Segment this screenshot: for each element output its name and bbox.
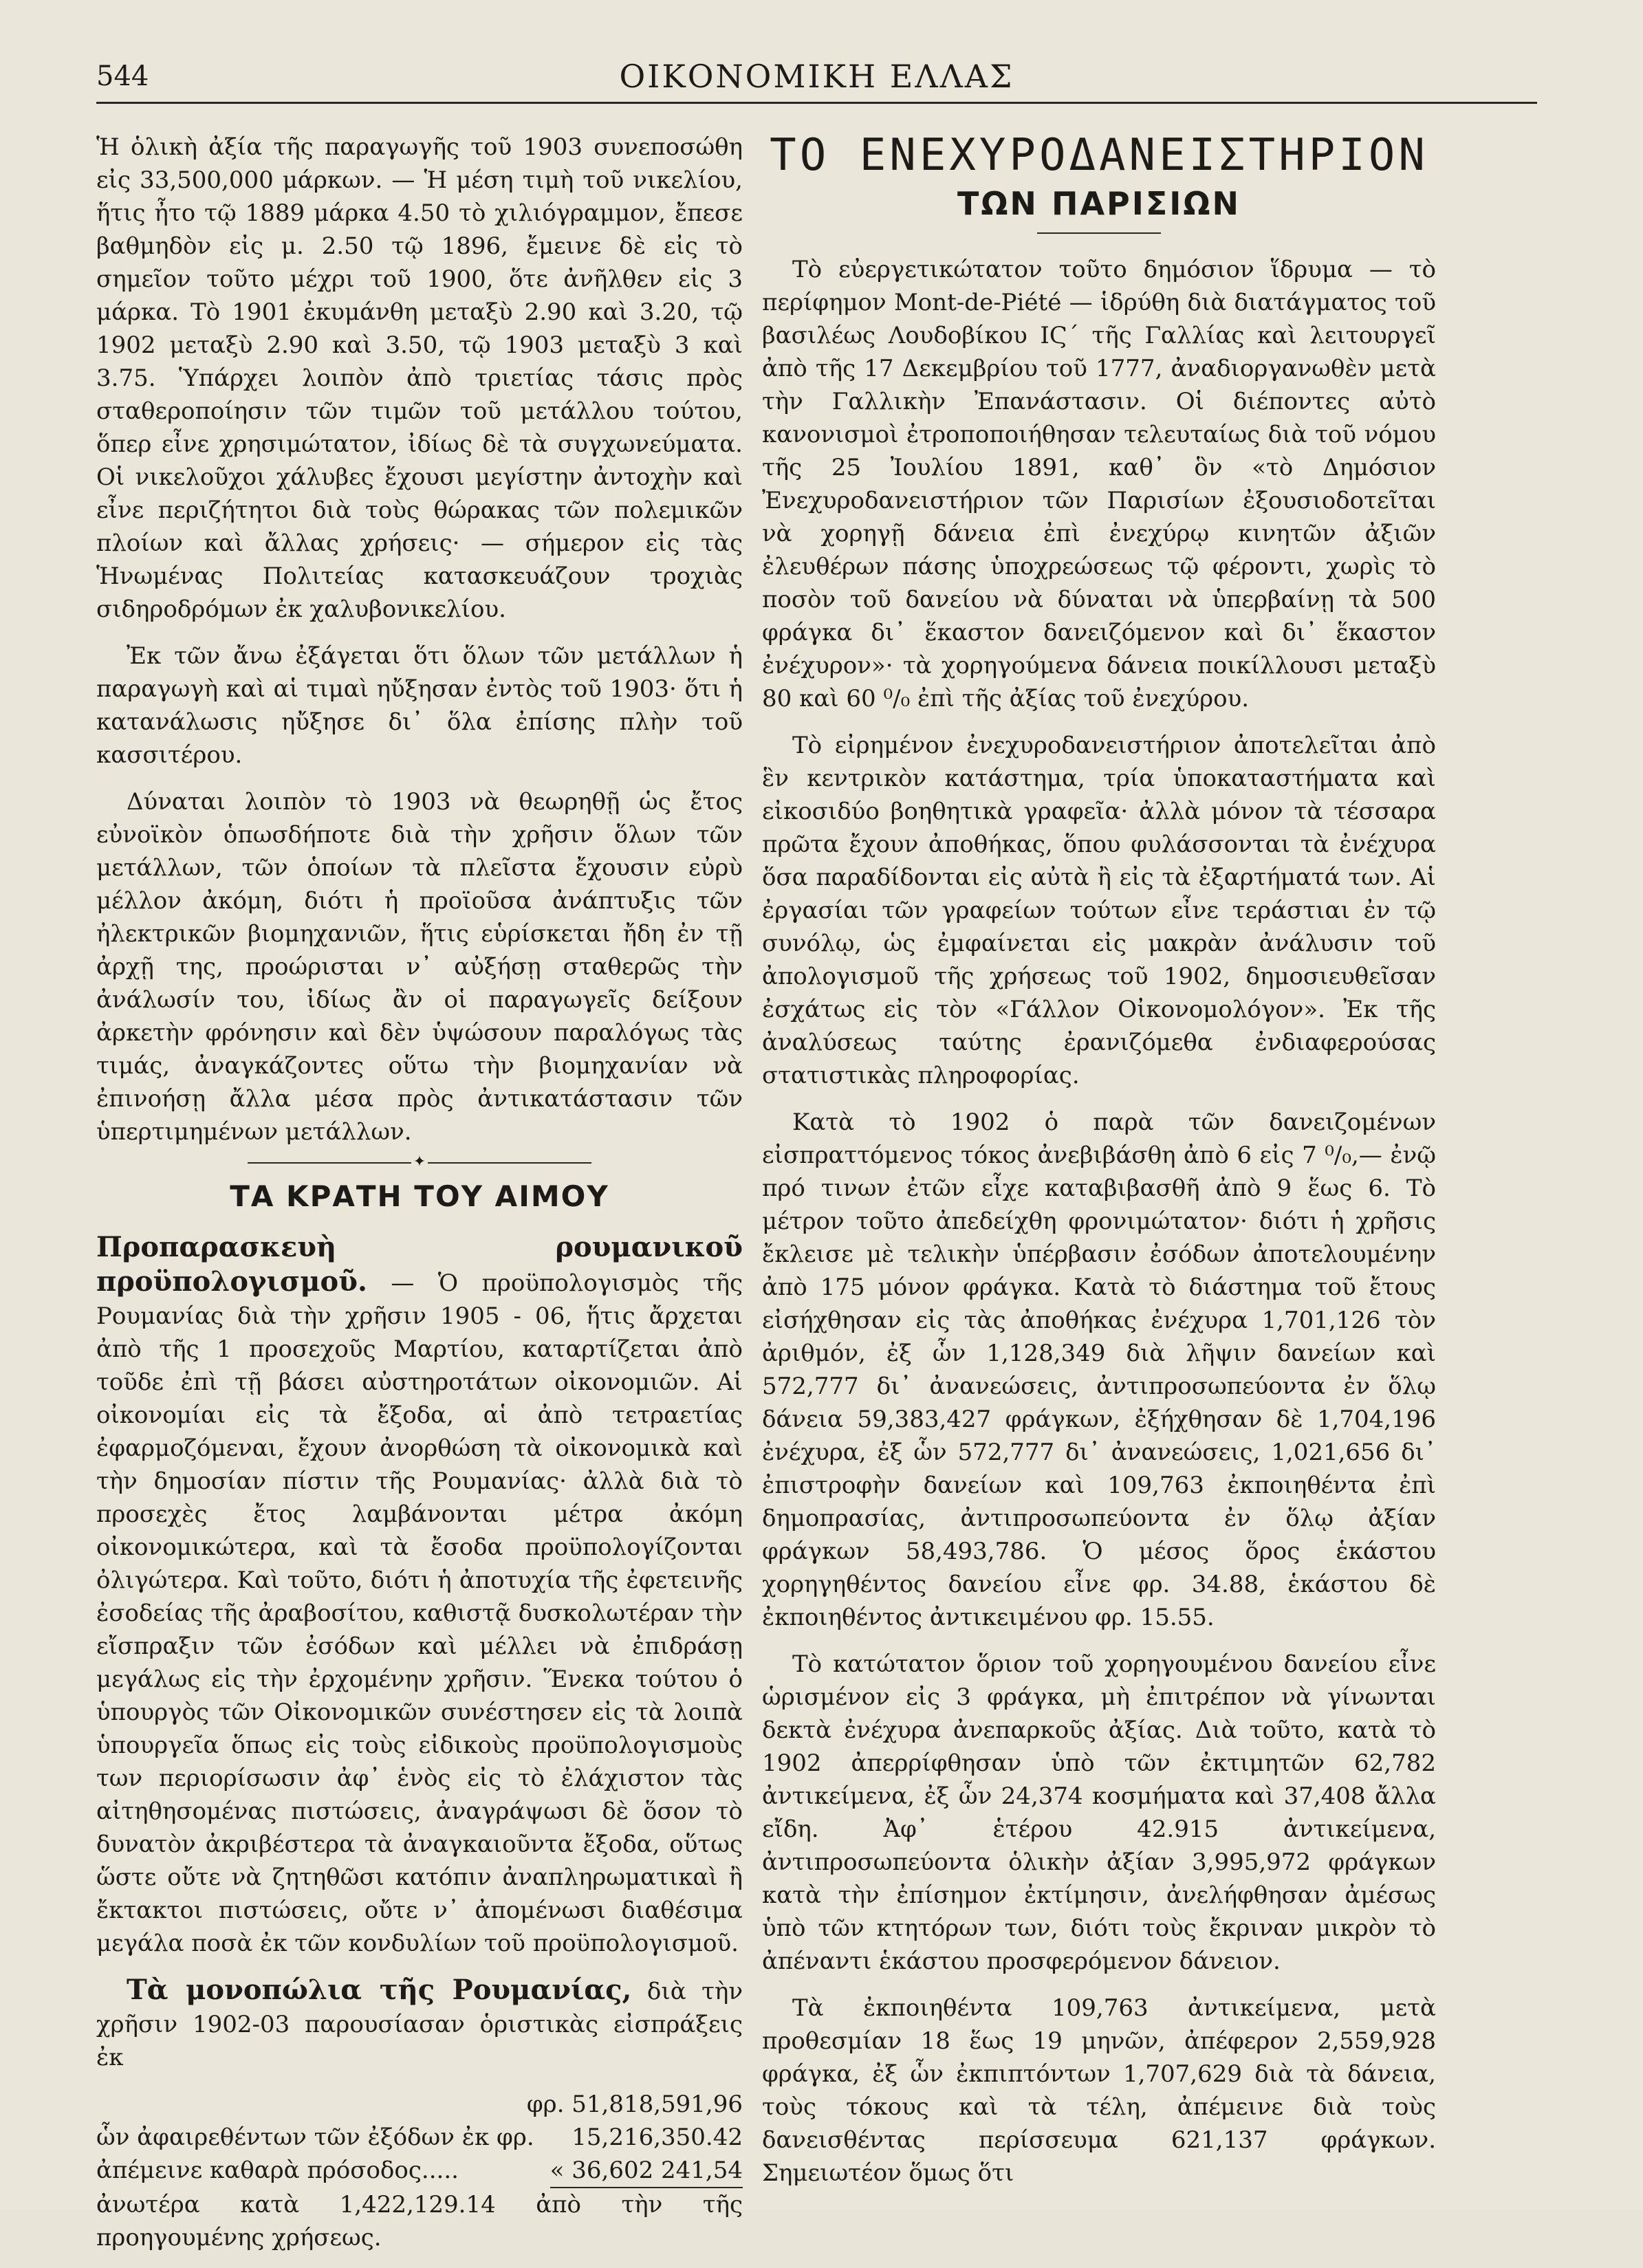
monopolies-net-line	[96, 2154, 743, 2188]
runin-romanian-budget: Προπαρασκευὴ ρουμανικοῦ προϋπολογισμοῦ.	[96, 1231, 743, 1298]
page-number: 544	[96, 61, 149, 92]
paragraph-interest-1902: Κατὰ τὸ 1902 ὁ παρὰ τῶν δανειζομένων εἰσπραττόμενος τόκος ἀνεβιβάσθη ἀπὸ 6 εἰς 7 ⁰/₀,— ἐνῷ πρό τινων ἐτῶν εἶχε καταβιβασθῆ ἀπὸ 9 ἕως 6. Τὸ μέτρον τοῦτο ἀπεδείχθη φρονιμώτατον· διότι ἡ χρῆσις ἔκλεισε μὲ τελικὴν ὑπέρβασιν ἐσόδων ἀποτελουμένην ἀπὸ 175 μόνον φράγκα. Κατὰ τὸ διάστημα τοῦ ἔτους εἰσήχθησαν εἰς τὰς ἀποθήκας ἐνέχυρα 1,701,126 τὸν ἀριθμόν, ἐξ ὧν 1,128,349 διὰ λῆψιν δανείων καὶ 572,777 δι᾽ ἀνανεώσεις, ἀντιπροσωπεύοντα ἐν ὅλῳ δάνεια 59,383,427 φράγκων, ἐξήχθησαν δὲ 1,704,196 ἐνέχυρα, ἐξ ὧν 572,777 δι᾽ ἀνανεώσεις, 1,021,656 δι᾽ ἐπιστροφὴν δανείων καὶ 109,763 ἐκποιηθέντα ἐπὶ δημοπρασίας, ἀντιπροσωπεύοντα ἐν ὅλῳ ἀξίαν φράγκων 58,493,786. Ὁ μέσος ὅρος ἑκάστου χορηγηθέντος δανείου εἶνε φρ. 34.88, ἑκάστου δὲ ἐκποιηθέντος ἀντικειμένου φρ. 15.55.	[762, 1109, 1436, 1631]
monopolies-expenses-amount: 15,216,350.42	[572, 2124, 743, 2151]
paragraph-romanian-monopolies	[96, 1974, 743, 2074]
paragraph-branches: Τὸ εἰρημένον ἐνεχυροδανειστήριον ἀποτελεῖται ἀπὸ ἓν κεντρικὸν κατάστημα, τρία ὑποκαταστήματα καὶ εἰκοσιδύο βοηθητικὰ γραφεῖα· ἀλλὰ μόνον τὰ τέσσαρα πρῶτα ἔχουν ἀποθήκας, ὅπου φυλάσσονται τὰ ἐνέχυρα ὅσα παραδίδονται εἰς αὐτὰ ἢ εἰς τὰ ἐξαρτήματά των. Αἱ ἐργασίαι τῶν γραφείων τούτων εἶνε τεράστιαι ἐν τῷ συνόλῳ, ὡς ἐμφαίνεται εἰς μακρὰν ἀνάλυσιν τοῦ ἀπολογισμοῦ τῆς χρήσεως τοῦ 1902, δημοσιευθεῖσαν ἐσχάτως εἰς τὸν «Γάλλον Οἰκονομολόγον». Ἐκ τῆς ἀναλύσεως ταύτης ἐρανιζόμεθα ἐνδιαφερούσας στατιστικὰς πληροφορίας.	[762, 732, 1436, 1089]
title-rule	[1037, 232, 1161, 234]
running-head	[96, 54, 1537, 104]
monopolies-net-amount: « 36,602 241,54	[550, 2154, 743, 2188]
article-title: ΤΟ ΕΝΕΧΥΡΟΔΑΝΕΙΣΤΗΡΙΟΝ	[770, 130, 1428, 181]
article-subtitle: ΤΩΝ ΠΑΡΙΣΙΩΝ	[957, 185, 1241, 222]
left-column	[96, 131, 743, 2268]
monopolies-expenses-label: ὧν ἀφαιρεθέντων τῶν ἐξόδων ἐκ φρ.	[96, 2124, 534, 2151]
right-column	[762, 131, 1436, 2203]
section-title-balkan-states: ΤΑ ΚΡΑΤΗ ΤΟΥ ΑΙΜΟΥ	[230, 1179, 609, 1213]
budget-text: — Ὁ προϋπολογισμὸς τῆς Ρουμανίας διὰ τὴν χρῆσιν 1905 - 06, ἥτις ἄρχεται ἀπὸ τῆς 1 προσεχοῦς Μαρτίου, καταρτίζεται ἀπὸ τοῦδε ἐπὶ τῇ βάσει αὐστηροτάτων οἰκονομιῶν. Αἱ οἰκονομίαι εἰς τὰ ἔξοδα, αἱ ἀπὸ τετραετίας ἐφαρμοζόμεναι, ἔχουν ἀνορθώση τὰ οἰκονομικὰ καὶ τὴν δημοσίαν πίστιν τῆς Ρουμανίας· ἀλλὰ διὰ τὸ προσεχὲς ἔτος λαμβάνονται μέτρα ἀκόμη οἰκονομικώτερα, καὶ τὰ ἔσοδα προϋπολογίζονται ὀλιγώτερα. Καὶ τοῦτο, διότι ἡ ἀποτυχία τῆς ἐφετεινῆς ἐσοδείας τῆς ἀραβοσίτου, καθιστᾷ δυσκολωτέραν τὴν εἴσπραξιν τῶν ἐσόδων καὶ μέλλει νὰ ἐπιδράσῃ μεγάλως εἰς τὴν ἐρχομένην χρῆσιν. Ἕνεκα τούτου ὁ ὑπουργὸς τῶν Οἰκονομικῶν συνέστησεν εἰς τὰ λοιπὰ ὑπουργεῖα ὅπως εἰς τοὺς εἰδικοὺς προϋπολογισμοὺς των περιορίσωσιν ἀφ᾽ ἑνὸς εἰς τὸ ἐλάχιστον τὰς αἰτηθησομένας πιστώσεις, ἀναγράψωσι δὲ ὅσον τὸ δυνατὸν ἀκριβέστερα τὰ ἀναγκαιοῦντα ἔξοδα, οὕτως ὥστε οὔτε νὰ ζητηθῶσι κατόπιν ἀναπληρωματικαὶ ἢ ἔκτακτοι πιστώσεις, οὔτε ν᾽ ἀπομένωσι διαθέσιμα μεγάλα ποσὰ ἐκ τῶν κονδυλίων τοῦ προϋπολογισμοῦ.	[96, 1269, 743, 1957]
section-divider	[248, 1153, 591, 1170]
monopolies-revenue-amount: φρ. 51,818,591,96	[526, 2091, 743, 2118]
journal-title: ΟΙΚΟΝΟΜΙΚΗ ΕΛΛΑΣ	[619, 58, 1014, 95]
paragraph-romanian-budget	[96, 1231, 743, 1960]
paragraph-mont-de-piete: Τὸ εὐεργετικώτατον τοῦτο δημόσιον ἵδρυμα — τὸ περίφημον Mont-de-Piété — ἱδρύθη διὰ διατάγματος τοῦ βασιλέως Λουδοβίκου ΙϚ΄ τῆς Γαλλίας καὶ λειτουργεῖ ἀπὸ τῆς 17 Δεκεμβρίου τοῦ 1777, ἀναδιοργανωθὲν μετὰ τὴν Γαλλικὴν Ἐπανάστασιν. Οἱ διέποντες αὐτὸ κανονισμοὶ ἐτροποποιήθησαν τελευταίως διὰ τοῦ νόμου τῆς 25 Ἰουλίου 1891, καθ᾽ ὃν «τὸ Δημόσιον Ἐνεχυροδανειστήριον τῶν Παρισίων ἐξουσιοδοτεῖται νὰ χορηγῇ δάνεια ἐπὶ ἐνεχύρῳ κινητῶν ἀξιῶν ἐλευθέρων πάσης ὑποχρεώσεως τῷ φέροντι, χωρὶς τὸ ποσὸν τοῦ δανείου νὰ δύναται νὰ ὑπερβαίνῃ τὰ 500 φράγκα δι᾽ ἕκαστον δανειζόμενον καὶ δι᾽ ἕκαστον ἐνέχυρον»· τὰ χορηγούμενα δάνεια ποικίλλουσι μεταξὺ 80 καὶ 60 ⁰/₀ ἐπὶ τῆς ἀξίας τοῦ ἐνεχύρου.	[762, 256, 1436, 712]
monopolies-net-label: ἀπέμεινε καθαρὰ πρόσοδος.....	[96, 2157, 459, 2184]
paragraph-1903-outlook: Δύναται λοιπὸν τὸ 1903 νὰ θεωρηθῇ ὡς ἔτος εὐνοϊκὸν ὁπωσδήποτε διὰ τὴν χρῆσιν ὅλων τῶν μετάλλων, τῶν ὁποίων τὰ πλεῖστα ἔχουσιν εὐρὺ μέλλον ἀκόμη, διότι ἡ προϊοῦσα ἀνάπτυξις τῶν ἠλεκτρικῶν βιομηχανιῶν, ἥτις εὑρίσκεται ἤδη ἐν τῇ ἀρχῇ της, προώρισται ν᾽ αὐξήσῃ σταθερῶς τὴν ἀνάλωσίν του, ἰδίως ἂν οἱ παραγωγεῖς δείξουν ἀρκετὴν φρόνησιν καὶ δὲν ὑψώσουν παραλόγως τὰς τιμάς, ἀναγκάζοντες οὕτω τὴν βιομηχανίαν νὰ ἐπινοήσῃ ἄλλα μέσα πρὸς ἀντικατάστασιν τῶν ὑπερτιμημένων μετάλλων.	[96, 788, 743, 1146]
divider-ornament: ✦	[411, 1153, 428, 1172]
monopolies-intro: διὰ τὴν χρῆσιν 1902-03 παρουσίασαν ὁριστικὰς εἰσπράξεις ἐκ	[96, 1978, 743, 2071]
paragraph-minimum-loan: Τὸ κατώτατον ὅριον τοῦ χορηγουμένου δανείου εἶνε ὡρισμένον εἰς 3 φράγκα, μὴ ἐπιτρέπον νὰ γίνωνται δεκτὰ ἐνέχυρα ἀνεπαρκοῦς ἀξίας. Διὰ τοῦτο, κατὰ τὸ 1902 ἀπερρίφθησαν ὑπὸ τῶν ἐκτιμητῶν 62,782 ἀντικείμενα, ἐξ ὧν 24,374 κοσμήματα καὶ 37,408 ἄλλα εἴδη. Ἀφ᾽ ἑτέρου 42.915 ἀντικείμενα, ἀντιπροσωπεύοντα ὁλικὴν ἀξίαν 3,995,972 φράγκων κατὰ τὴν ἐπίσημον ἐκτίμησιν, ἀνελήφθησαν ἀμέσως ὑπὸ τῶν κτητόρων των, διότι τοὺς ἔκριναν μικρὸν τὸ ἀπέναντι ἑκάστου προσφερόμενον δάνειον.	[762, 1650, 1436, 1975]
runin-romanian-monopolies: Τὰ μονοπώλια τῆς Ρουμανίας,	[127, 1974, 632, 2006]
paragraph-metals-summary: Ἐκ τῶν ἄνω ἐξάγεται ὅτι ὅλων τῶν μετάλλων ἡ παραγωγὴ καὶ αἱ τιμαὶ ηὔξησαν ἐντὸς τοῦ 1903· ὅτι ἡ κατανάλωσις ηὔξησε δι᾽ ὅλα ἐπίσης πλὴν τοῦ κασσιτέρου.	[96, 642, 743, 769]
paragraph-nickel-prices: Ἡ ὁλικὴ ἀξία τῆς παραγωγῆς τοῦ 1903 συνεποσώθη εἰς 33,500,000 μάρκων. — Ἡ μέση τιμὴ τοῦ νικελίου, ἥτις ἦτο τῷ 1889 μάρκα 4.50 τὸ χιλιόγραμμον, ἔπεσε βαθμηδὸν εἰς μ. 2.50 τῷ 1896, ἔμεινε δὲ εἰς τὸ σημεῖον τοῦτο μέχρι τοῦ 1900, ὅτε ἀνῆλθεν εἰς 3 μάρκα. Τὸ 1901 ἐκυμάνθη μεταξὺ 2.90 καὶ 3.20, τῷ 1902 μεταξὺ 2.90 καὶ 3.50, τῷ 1903 μεταξὺ 3 καὶ 3.75. Ὑπάρχει λοιπὸν ἀπὸ τριετίας τάσις πρὸς σταθεροποίησιν τῶν τιμῶν τοῦ μετάλλου τούτου, ὅπερ εἶνε χρησιμώτατον, ἰδίως δὲ τὰ συγχωνεύματα. Οἱ νικελοῦχοι χάλυβες ἔχουσι μεγίστην ἀντοχὴν καὶ εἶνε περιζήτητοι διὰ τοὺς θώρακας τῶν πολεμικῶν πλοίων καὶ ἄλλας χρήσεις· — σήμερον εἰς τὰς Ἡνωμένας Πολιτείας κατασκευάζουν τροχιὰς σιδηροδρόμων ἐκ χαλυβονικελίου.	[96, 133, 743, 623]
monopolies-expenses-line	[96, 2121, 743, 2154]
paragraph-auctioned-items: Τὰ ἐκποιηθέντα 109,763 ἀντικείμενα, μετὰ προθεσμίαν 18 ἕως 19 μηνῶν, ἀπέφερον 2,559,928 φράγκα, ἐξ ὧν ἐκπιπτόντων 1,707,629 διὰ τὰ δάνεια, τοὺς τόκους καὶ τὰ τέλη, ἀπέμεινε διὰ τοὺς δανεισθέντας περίσσευμα 621,137 φράγκων. Σημειωτέον ὅμως ὅτι	[762, 1994, 1436, 2187]
monopolies-revenue-line	[96, 2088, 743, 2121]
monopolies-closing: ἀνωτέρα κατὰ 1,422,129.14 ἀπὸ τὴν τῆς προηγουμένης χρήσεως.	[96, 2191, 743, 2251]
